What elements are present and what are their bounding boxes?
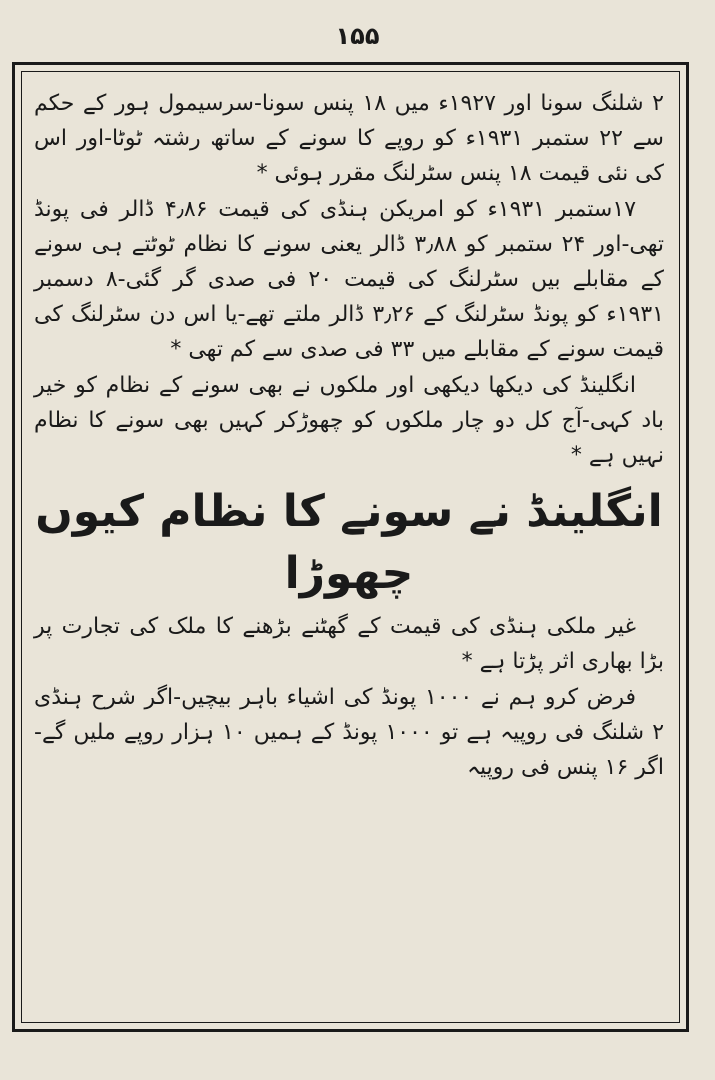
paragraph-other-countries: انگلینڈ کی دیکھا دیکھی اور ملکوں نے بھی سونے کے نظام کو خیر باد کہی-آج کل دو چار ملکوں کو چھوڑکر کہیں بھی سونے کا نظام نہیں ہے * [34,372,664,469]
page-body [34,86,664,785]
paragraph-dollar-rate: ۱۷ستمبر ۱۹۳۱ء کو امریکن ہنڈی کی قیمت ۴٫۸۶ ڈالر فی پونڈ تھی-اور ۲۴ ستمبر کو ۳٫۸۸ ڈالر یعنی سونے کا نظام ٹوٹتے ہی سونے کے مقابلے بیں سٹرلنگ کی قیمت ۲۰ فی صدی گر گئی-۸ دسمبر ۱۹۳۱ء کو پونڈ سٹرلنگ کے ۳٫۲۶ ڈالر ملتے تھے-یا اس دن سٹرلنگ کی قیمت سونے کے مقابلے میں ۳۳ فی صدی سے کم تھی * [34,196,664,363]
paragraph-example: فرض کرو ہم نے ۱۰۰۰ پونڈ کی اشیاء باہر بیچیں-اگر شرح ہنڈی ۲ شلنگ فی روپیہ ہے تو ۱۰۰۰ پونڈ کے ہمیں ۱۰ ہزار روپے ملیں گے-اگر ۱۶ پنس فی روپیہ [34,684,665,781]
paragraph-foreign-exchange: غیر ملکی ہنڈی کی قیمت کے گھٹنے بڑھنے کا ملک کی تجارت پر بڑا بھاری اثر پڑتا ہے * [34,614,664,675]
paragraph-rupee-gold-link: ۲ شلنگ سونا اور ۱۹۲۷ء میں ۱۸ پنس سونا-سرسیمول ہور کے حکم سے ۲۲ ستمبر ۱۹۳۱ء کو روپے کا سونے کے ساتھ رشتہ ٹوٹا-اور اس کی نئی قیمت ۱۸ پنس سٹرلنگ مقرر ہوئی * [34,91,664,187]
page-number: ۱۵۵ [335,22,380,50]
section-heading: انگلینڈ نے سونے کا نظام کیوں چھوڑا [35,486,663,600]
